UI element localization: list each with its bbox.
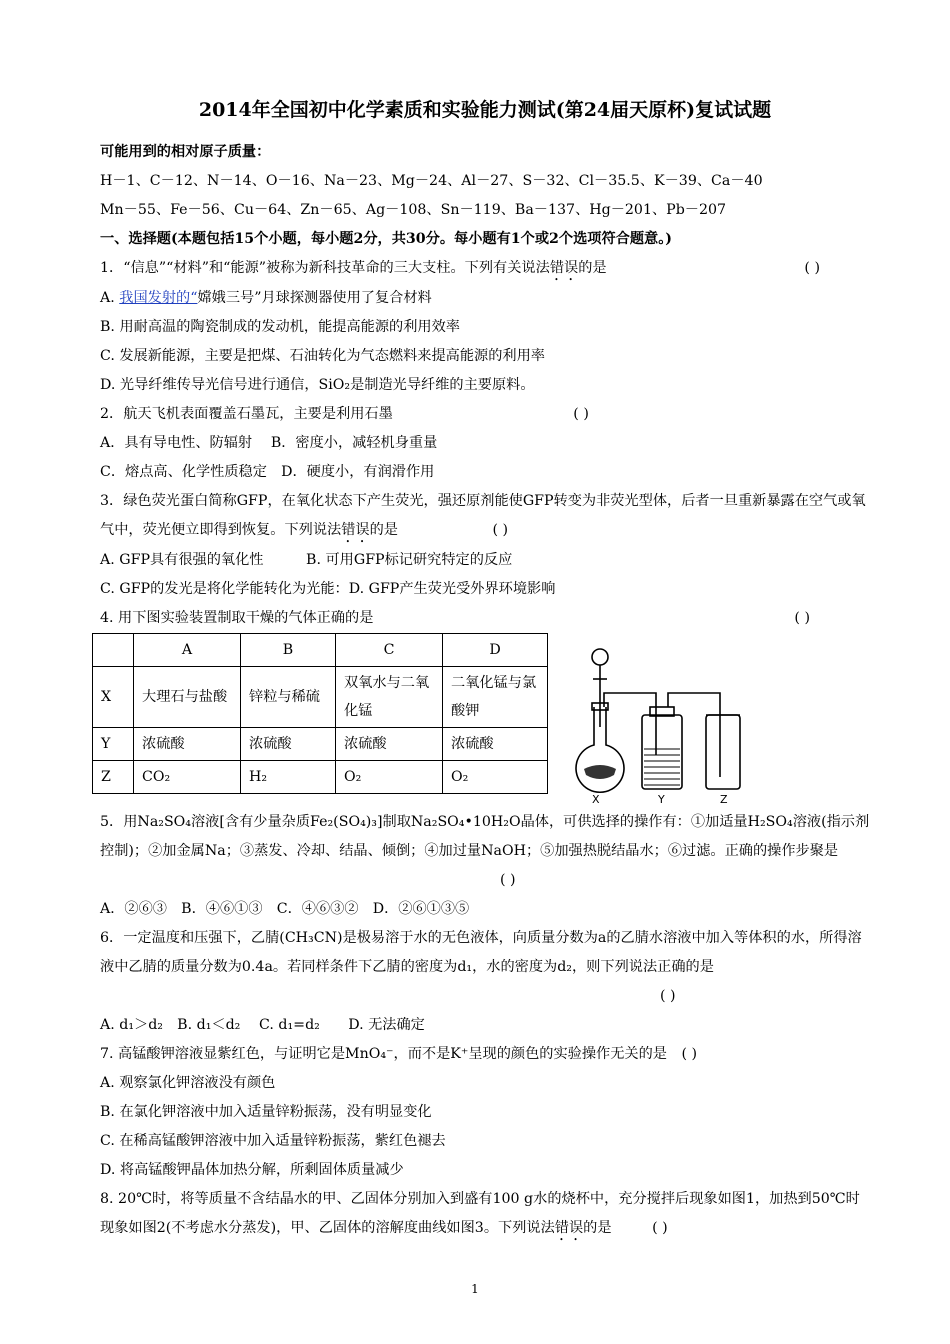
table-row <box>93 728 548 761</box>
page-number: 1 <box>471 1282 479 1296</box>
section-1-heading: 一、选择题(本题包括15个小题，每小题2分，共30分。每小题有1个或2个选项符合题意。) <box>100 231 672 247</box>
table-cell: 浓硫酸 <box>241 728 336 761</box>
table-cell: 锌粒与稀硫 <box>241 667 336 728</box>
q1-option-c: C. 发展新能源，主要是把煤、石油转化为气态燃料来提高能源的利用率 <box>100 348 545 364</box>
table-cell: O₂ <box>443 761 548 794</box>
exam-title: 2014年全国初中化学素质和实验能力测试(第24届天原杯)复试试题 <box>198 99 772 121</box>
table-cell: B <box>241 634 336 667</box>
q8-answer-paren: ( ) <box>652 1220 668 1236</box>
reactant-solid <box>584 765 616 779</box>
q3-options-cd: C. GFP的发光是将化学能转化为光能：D. GFP产生荧光受外界环境影响 <box>100 581 556 597</box>
q8-emphasis: 错误 <box>554 1220 584 1236</box>
q1-hyperlink[interactable]: 我国发射的“ <box>119 290 198 306</box>
q1-emphasis: 错误 <box>549 260 579 276</box>
table-cell: Z <box>93 761 134 794</box>
table-cell: X <box>93 667 134 728</box>
q4-figure-area <box>100 633 870 808</box>
q7-answer-paren: ( ) <box>681 1046 698 1062</box>
atomic-mass-heading: 可能用到的相对原子质量： <box>100 144 271 160</box>
q6-stem: 6．一定温度和压强下，乙腈(CH₃CN)是极易溶于水的无色液体，向质量分数为a的乙腈水溶液中加入等体积的水，所得溶液中乙腈的质量分数为0.4a。若同样条件下乙腈的密度为d₁，水的密度为d₂，则下列说法正确的是 ( ) <box>100 930 862 1004</box>
table-cell: H₂ <box>241 761 336 794</box>
q1-option-d: D. 光导纤维传导光信号进行通信，SiO₂是制造光导纤维的主要原料。 <box>100 377 535 393</box>
atomic-mass-line-1: H－1、C－12、N－14、O－16、Na－23、Mg－24、Al－27、S－32、Cl－35.5、K－39、Ca－40 <box>100 173 763 189</box>
q2-answer-paren: ( ) <box>573 406 589 422</box>
table-cell <box>93 634 134 667</box>
q6-answer-paren: ( ) <box>660 988 676 1004</box>
q5-answer-paren: ( ) <box>500 872 516 888</box>
q5-stem: 5．用Na₂SO₄溶液[含有少量杂质Fe₂(SO₄)₃]制取Na₂SO₄•10H₂O晶体，可供选择的操作有：①加适量H₂SO₄溶液(指示剂控制)；②加金属Na；③蒸发、冷却、结晶、倾倒；④加过量NaOH；⑤加强热脱结晶水；⑥过滤。正确的操作步聚是 ( ) <box>100 814 870 888</box>
q3-stem: 3．绿色荧光蛋白简称GFP，在氧化状态下产生荧光，强还原剂能使GFP转变为非荧光型体，后者一旦重新暴露在空气或氧气中，荧光便立即得到恢复。下列说法错误的是 ( ) <box>100 493 866 538</box>
label-x: X <box>592 793 600 806</box>
q1-stem: 1．“信息”“材料”和“能源”被称为新科技革命的三大支柱。下列有关说法错误的是 ( ) <box>100 254 870 284</box>
label-z: Z <box>720 793 728 806</box>
q2-options-cd: C．熔点高、化学性质稳定 D．硬度小，有润滑作用 <box>100 464 435 480</box>
separatory-funnel-bulb <box>592 649 608 665</box>
q7-option-c: C. 在稀高锰酸钾溶液中加入适量锌粉振荡，紫红色褪去 <box>100 1133 446 1149</box>
atomic-mass-line-2: Mn－55、Fe－56、Cu－64、Zn－65、Ag－108、Sn－119、Ba－137、Hg－201、Pb－207 <box>100 202 727 218</box>
table-row <box>93 761 548 794</box>
table-row <box>93 667 548 728</box>
q6-options: A. d₁＞d₂ B. d₁＜d₂ C. d₁=d₂ D. 无法确定 <box>100 1017 425 1033</box>
collection-bottle-z <box>706 715 740 789</box>
table-cell: 浓硫酸 <box>134 728 241 761</box>
q8-stem: 8. 20℃时，将等质量不含结晶水的甲、乙固体分别加入到盛有100 g水的烧杯中，充分搅拌后现象如图1，加热到50℃时现象如图2(不考虑水分蒸发)，甲、乙固体的溶解度曲线如图3。下列说法错误的是 ( ) <box>100 1191 860 1236</box>
table-cell: 浓硫酸 <box>443 728 548 761</box>
q3-answer-paren: ( ) <box>492 522 509 538</box>
table-cell: C <box>336 634 443 667</box>
table-cell: 二氧化锰与氯酸钾 <box>443 667 548 728</box>
table-cell: A <box>134 634 241 667</box>
q1-answer-paren: ( ) <box>804 260 820 276</box>
q5-options: A．②⑥③ B．④⑥①③ C．④⑥③② D．②⑥①③⑤ <box>100 901 470 917</box>
table-cell: 大理石与盐酸 <box>134 667 241 728</box>
q3-emphasis: 错误 <box>341 522 370 538</box>
table-cell: O₂ <box>336 761 443 794</box>
wash-bottle-y <box>642 715 682 789</box>
q3-options-ab: A. GFP具有很强的氧化性 B. 可用GFP标记研究特定的反应 <box>100 552 513 568</box>
table-header-row <box>93 634 548 667</box>
q7-option-d: D. 将高锰酸钾晶体加热分解，所剩固体质量减少 <box>100 1162 404 1178</box>
q7-option-a: A. 观察氯化钾溶液没有颜色 <box>100 1075 276 1091</box>
table-cell: D <box>443 634 548 667</box>
exam-page <box>100 95 870 1244</box>
q1-option-b: B. 用耐高温的陶瓷制成的发动机，能提高能源的利用效率 <box>100 319 460 335</box>
table-cell: CO₂ <box>134 761 241 794</box>
table-cell: 浓硫酸 <box>336 728 443 761</box>
q4-stem: 4. 用下图实验装置制取干燥的气体正确的是 ( ) <box>100 604 870 633</box>
q7-option-b: B. 在氯化钾溶液中加入适量锌粉振荡，没有明显变化 <box>100 1104 432 1120</box>
q4-options-table <box>92 633 548 794</box>
lab-apparatus-figure <box>570 637 755 807</box>
table-cell: 双氧水与二氧化锰 <box>336 667 443 728</box>
table-cell: Y <box>93 728 134 761</box>
label-y: Y <box>658 793 665 806</box>
q7-stem: 7. 高锰酸钾溶液显紫红色，与证明它是MnO₄⁻，而不是K⁺呈现的颜色的实验操作无关的是 ( ) <box>100 1046 698 1062</box>
q2-stem: 2．航天飞机表面覆盖石墨瓦，主要是利用石墨 ( ) <box>100 406 589 422</box>
q2-options-ab: A．具有导电性、防辐射 B．密度小，减轻机身重量 <box>100 435 438 451</box>
q4-answer-paren: ( ) <box>794 610 810 626</box>
q1-option-a: A. 我国发射的“嫦娥三号”月球探测器使用了复合材料 <box>100 290 432 306</box>
